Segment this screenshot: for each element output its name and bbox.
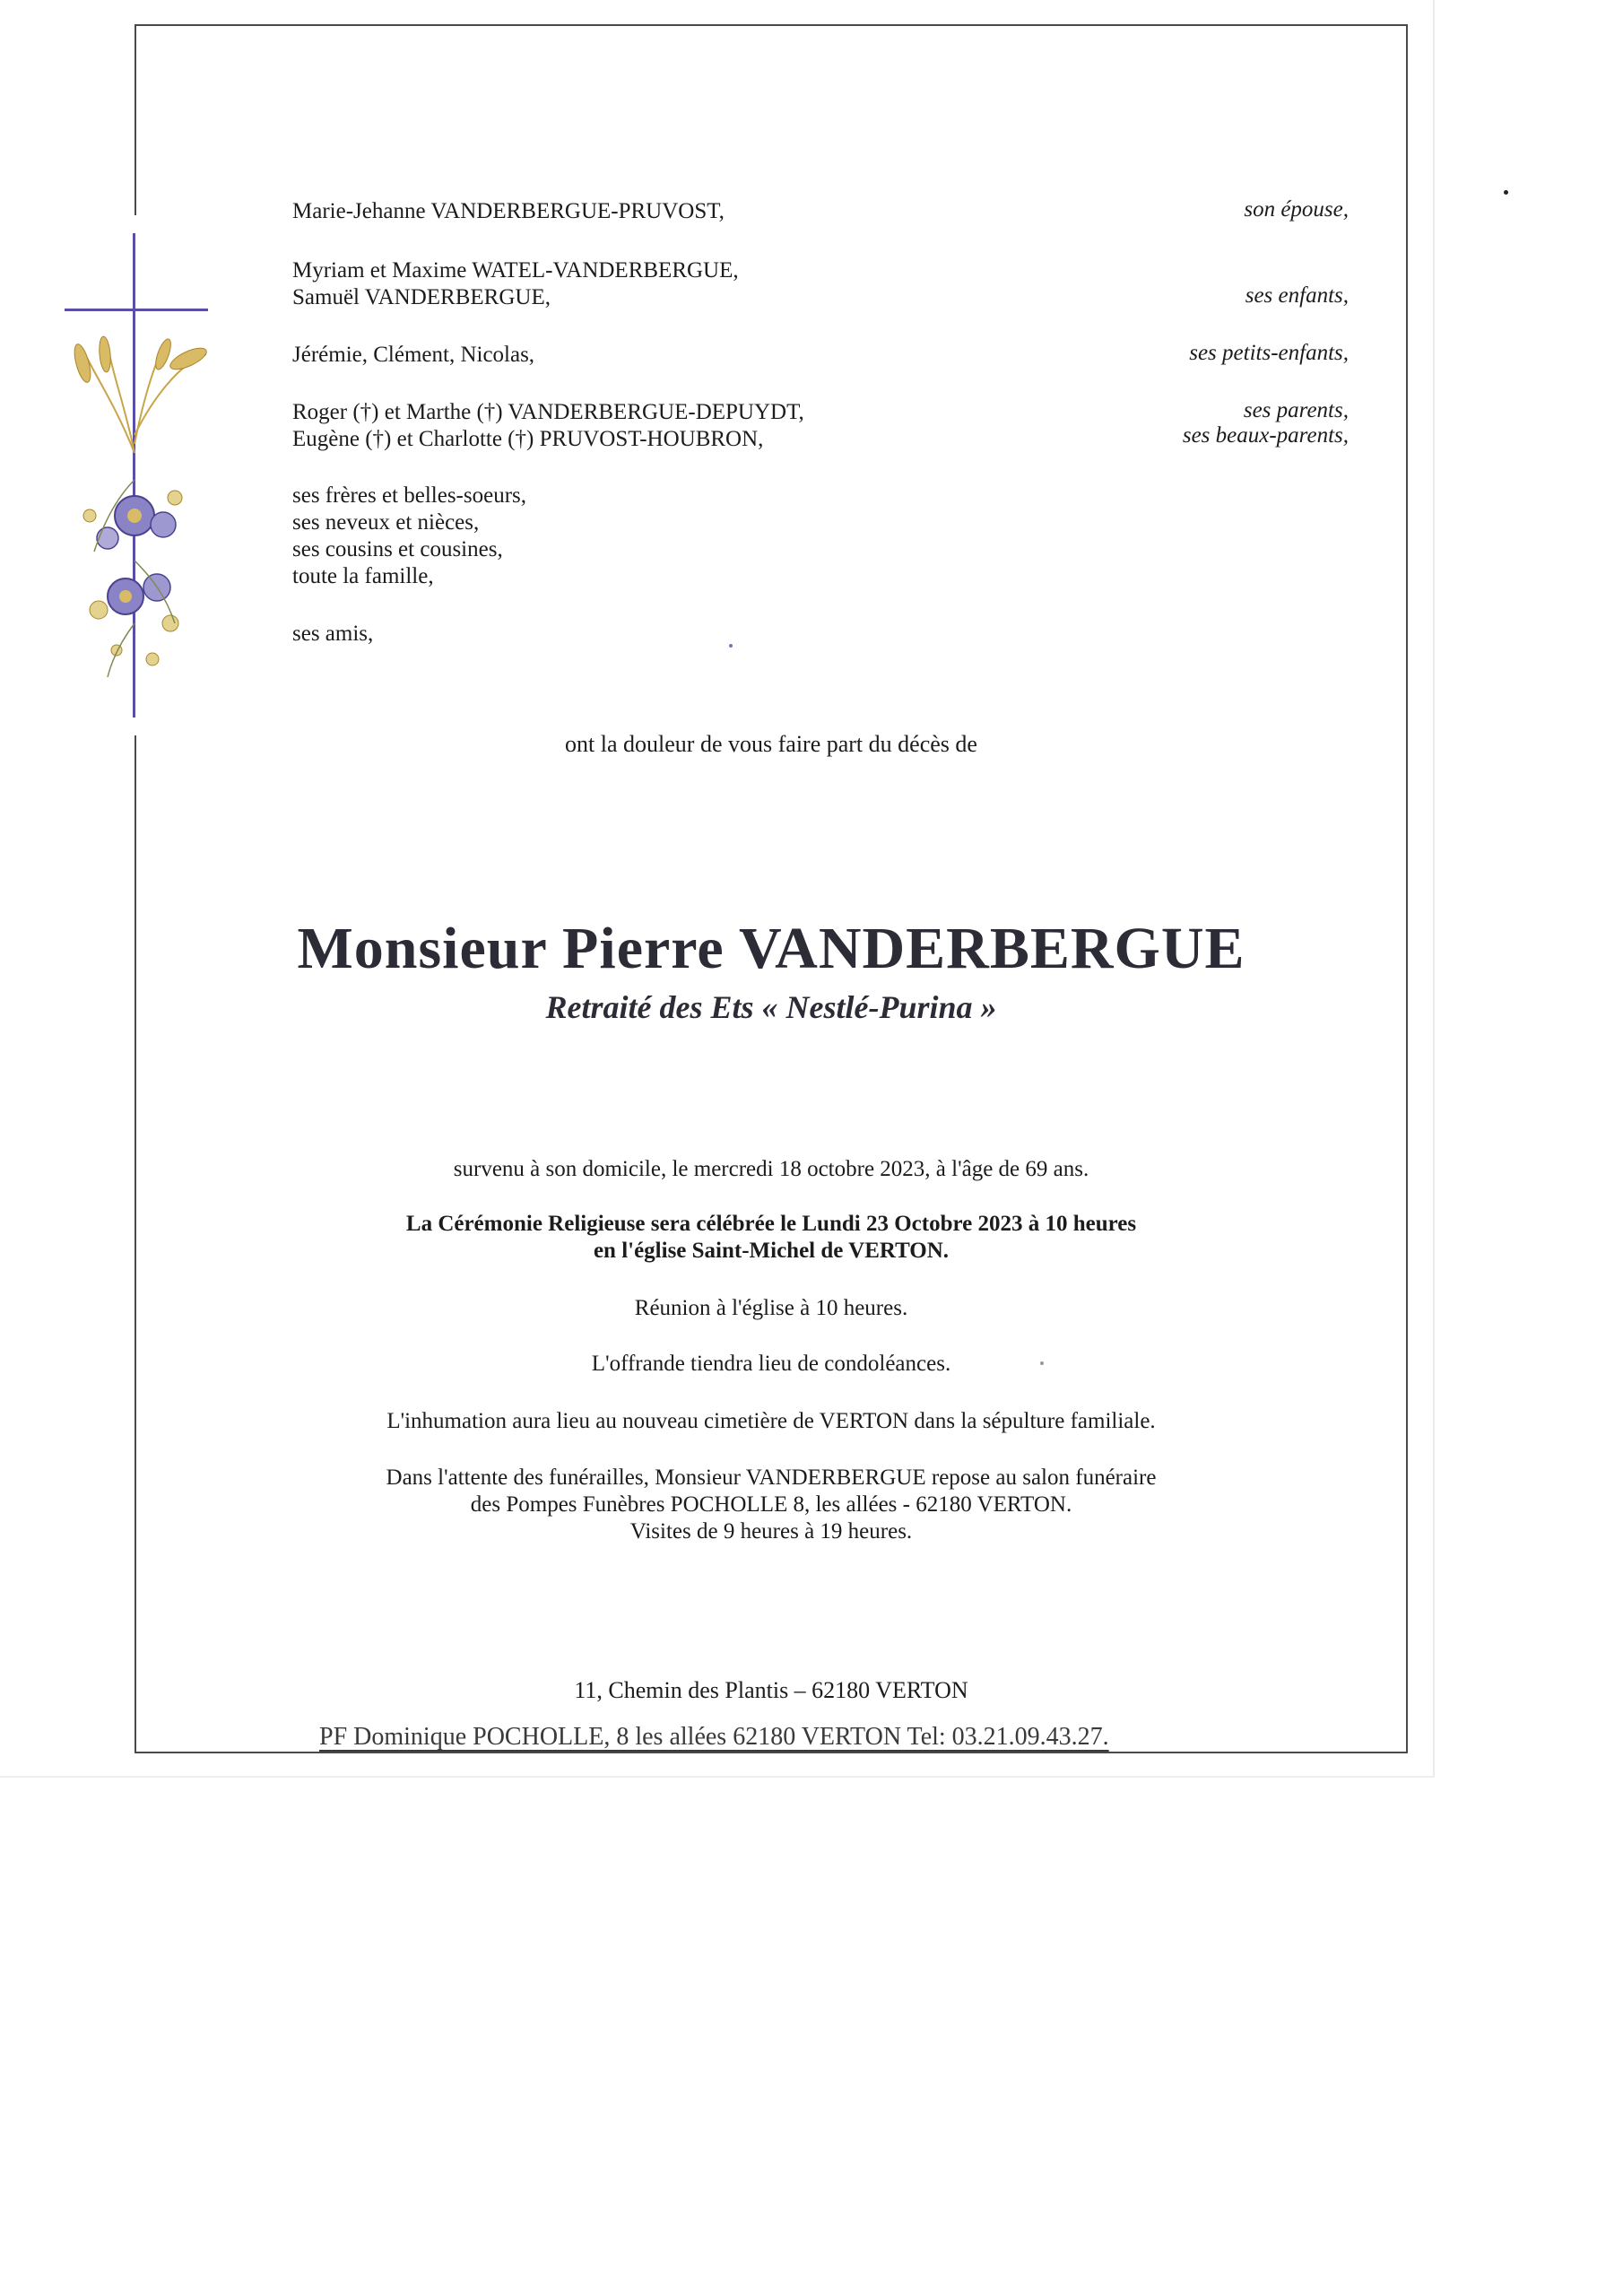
spouse-role: son épouse, <box>1244 197 1349 222</box>
relatives-line: ses frères et belles-soeurs, <box>292 483 527 508</box>
offering-line: L'offrande tiendra lieu de condoléances. <box>591 1352 951 1376</box>
scan-edge-vertical <box>1433 0 1435 1776</box>
relatives-line: ses neveux et nièces, <box>292 510 480 535</box>
relatives-line: toute la famille, <box>292 564 434 588</box>
friends-line: ses amis, <box>292 622 374 646</box>
deceased-name: Monsieur Pierre VANDERBERGUE <box>297 916 1245 981</box>
parents-in-law-role: ses beaux-parents, <box>1182 423 1349 448</box>
spouse-name: Marie-Jehanne VANDERBERGUE-PRUVOST, <box>292 199 725 223</box>
ceremony-line: en l'église Saint-Michel de VERTON. <box>593 1239 950 1263</box>
ceremony-line: La Cérémonie Religieuse sera célébrée le Lundi 23 Octobre 2023 à 10 heures <box>405 1212 1137 1236</box>
funeral-home-line: des Pompes Funèbres POCHOLLE 8, les allées - 62180 VERTON. <box>470 1492 1072 1517</box>
child-name: Myriam et Maxime WATEL-VANDERBERGUE, <box>292 258 739 283</box>
child-name: Samuël VANDERBERGUE, <box>292 285 551 309</box>
visiting-hours-line: Visites de 9 heures à 19 heures. <box>629 1519 913 1544</box>
announcement-lead: ont la douleur de vous faire part du décès de <box>565 731 977 757</box>
funeral-home-line: Dans l'attente des funérailles, Monsieur VANDERBERGUE repose au salon funéraire <box>386 1465 1157 1490</box>
deceased-title: Retraité des Ets « Nestlé-Purina » <box>545 989 997 1025</box>
parents-role: ses parents, <box>1243 398 1349 422</box>
parents-names: Roger (†) et Marthe (†) VANDERBERGUE-DEPUYDT, <box>292 400 804 424</box>
cross-wheat-illustration <box>63 229 211 722</box>
cross-horizontal-bar <box>65 309 208 311</box>
parents-in-law-names: Eugène (†) et Charlotte (†) PRUVOST-HOUBRON, <box>292 427 764 451</box>
burial-line: L'inhumation aura lieu au nouveau cimetière de VERTON dans la sépulture familiale. <box>386 1409 1156 1433</box>
scan-dust-dot <box>1504 190 1508 195</box>
children-role: ses enfants, <box>1245 283 1349 308</box>
cross-vertical-bar <box>133 233 135 718</box>
death-notice: survenu à son domicile, le mercredi 18 octobre 2023, à l'âge de 69 ans. <box>453 1157 1089 1181</box>
scan-edge-horizontal <box>0 1776 1435 1778</box>
meeting-line: Réunion à l'église à 10 heures. <box>634 1296 908 1320</box>
relatives-line: ses cousins et cousines, <box>292 537 503 561</box>
grandchildren-role: ses petits-enfants, <box>1189 341 1349 365</box>
scan-speck <box>1040 1361 1044 1365</box>
grandchildren-names: Jérémie, Clément, Nicolas, <box>292 343 535 367</box>
family-address: 11, Chemin des Plantis – 62180 VERTON <box>574 1677 968 1703</box>
funeral-director-line: PF Dominique POCHOLLE, 8 les allées 62180 VERTON Tel: 03.21.09.43.27. <box>319 1723 1109 1751</box>
